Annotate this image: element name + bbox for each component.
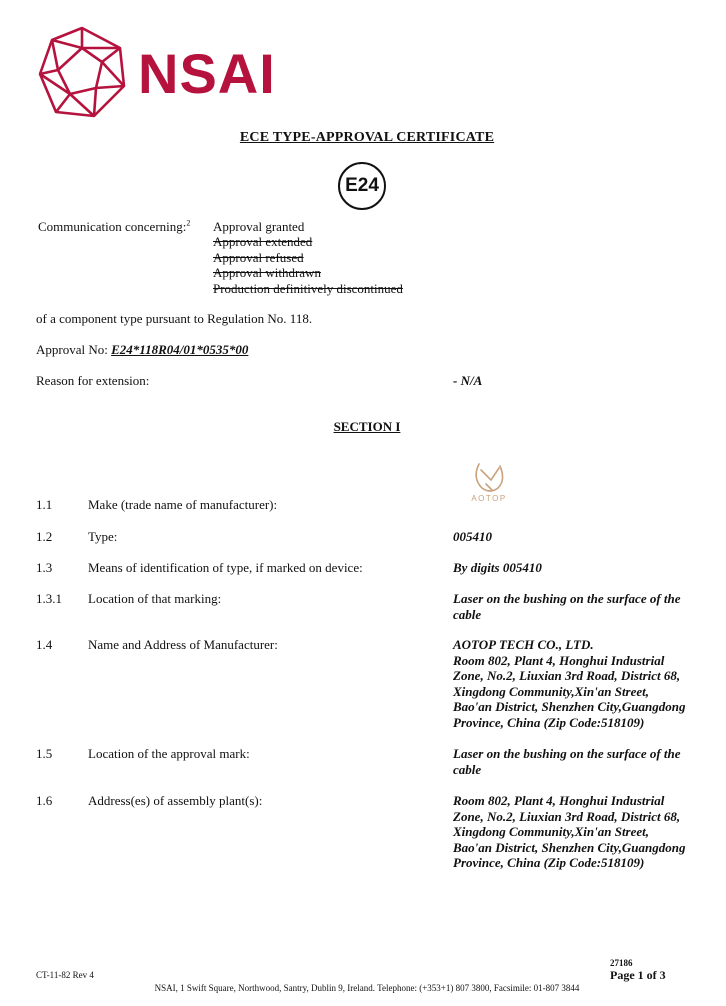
item-value-line: Province, China (Zip Code:518109): [453, 714, 645, 730]
reference-number: 27186: [610, 958, 633, 968]
item-number: 1.6: [36, 793, 53, 808]
footer-address: NSAI, 1 Swift Square, Northwood, Santry, Dublin 9, Ireland. Telephone: (+353+1) 807 3800, Facsimile: 01-807 3844: [154, 983, 580, 993]
item-value-line: 005410: [453, 529, 492, 544]
item-value: [453, 793, 703, 871]
communication-option-struck: Approval extended: [213, 234, 313, 249]
item-value-line: cable: [453, 761, 482, 777]
form-code: CT-11-82 Rev 4: [36, 970, 94, 980]
item-value-line: AOTOP TECH CO., LTD.: [453, 637, 594, 652]
aotop-logo-text: AOTOP: [471, 494, 507, 503]
item-label: Location of the approval mark:: [88, 746, 250, 761]
approval-number-label: Approval No:: [36, 342, 108, 357]
item-value-line: Province, China (Zip Code:518109): [453, 855, 645, 870]
item-value-line: Laser on the bushing on the surface of the: [453, 591, 681, 606]
item-value-line: Room 802, Plant 4, Honghui Industrial: [453, 652, 665, 668]
item-label: Name and Address of Manufacturer:: [88, 637, 278, 652]
item-value: [453, 591, 703, 622]
item-value-line: Bao'an District, Shenzhen City,Guangdong: [453, 839, 686, 855]
item-label: Make (trade name of manufacturer):: [88, 497, 278, 512]
document-title: ECE TYPE-APPROVAL CERTIFICATE: [239, 130, 495, 145]
item-number: 1.5: [36, 746, 53, 761]
item-value: [453, 746, 703, 777]
communication-option-struck: Production definitively discontinued: [213, 281, 403, 296]
item-value-line: Xingdong Community,Xin'an Street,: [453, 683, 650, 699]
item-value-line: Laser on the bushing on the surface of the: [453, 746, 681, 761]
item-number: 1.3.1: [36, 591, 62, 606]
section-title: SECTION I: [333, 419, 401, 434]
communication-option: Approval granted: [213, 219, 305, 234]
item-label: Type:: [88, 529, 118, 544]
item-value-line: Xingdong Community,Xin'an Street,: [453, 824, 650, 839]
extension-label: Reason for extension:: [36, 373, 150, 388]
communication-option-struck: Approval withdrawn: [213, 265, 321, 280]
e-mark-label: E24: [345, 175, 379, 196]
nsai-logo-icon: [34, 24, 130, 120]
item-number: 1.3: [36, 560, 53, 575]
item-label: Location of that marking:: [88, 591, 222, 606]
item-value: [453, 637, 703, 730]
item-number: 1.4: [36, 637, 53, 652]
item-value-line: Zone, No.2, Liuxian 3rd Road, District 68,: [453, 668, 681, 683]
item-value-line: Zone, No.2, Liuxian 3rd Road, District 68,: [453, 808, 681, 824]
item-label: Means of identification of type, if marked on device:: [88, 560, 363, 575]
item-value-line: cable: [453, 606, 482, 622]
extension-value: - N/A: [453, 373, 483, 388]
footnote-mark: 2: [186, 218, 191, 228]
item-value-line: By digits 005410: [453, 560, 542, 575]
item-number: 1.1: [36, 497, 53, 512]
item-value-line: Room 802, Plant 4, Honghui Industrial: [453, 793, 665, 808]
item-value: [453, 529, 703, 545]
communication-label: Communication concerning:$^2$: [38, 218, 191, 234]
item-value: [453, 560, 703, 576]
item-value-line: Bao'an District, Shenzhen City,Guangdong: [453, 699, 686, 714]
approval-number-value: E24*118R04/01*0535*00: [111, 342, 249, 357]
item-label: Address(es) of assembly plant(s):: [88, 793, 263, 808]
page-indicator: Page 1 of 3: [610, 968, 666, 982]
intro-text: of a component type pursuant to Regulation No. 118.: [36, 311, 313, 326]
communication-option-struck: Approval refused: [213, 250, 304, 265]
approval-number-row: [36, 342, 248, 357]
item-number: 1.2: [36, 529, 53, 544]
brand-name: NSAI: [138, 42, 276, 105]
